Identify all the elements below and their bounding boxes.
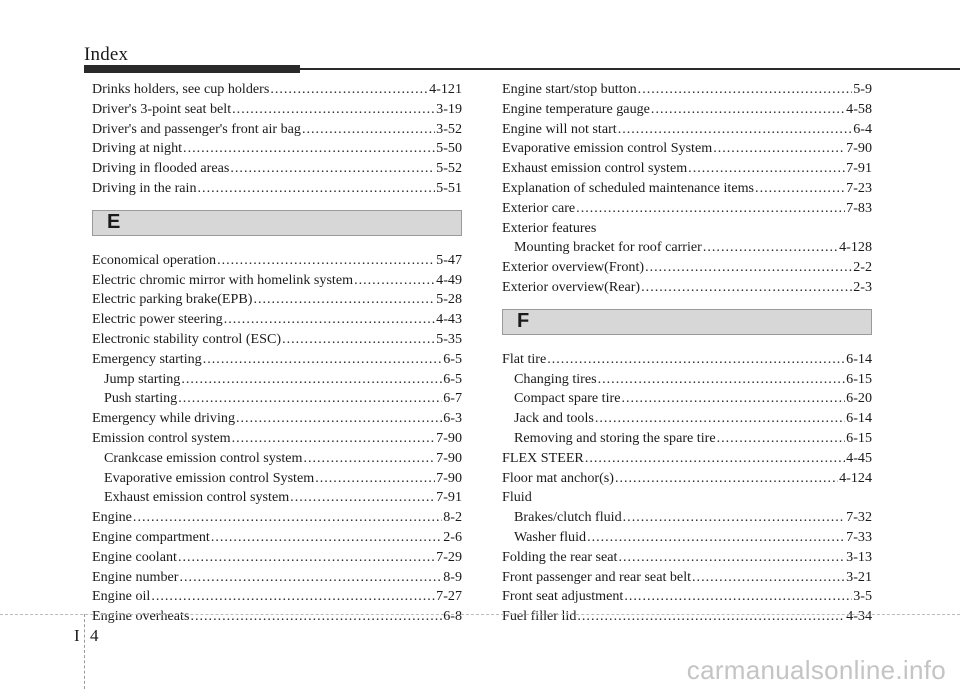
dot-leader [178, 548, 435, 568]
entry-term: Engine number [92, 568, 179, 585]
index-entry [502, 607, 872, 627]
dot-leader [133, 508, 442, 528]
index-entry [502, 139, 872, 159]
dot-leader [598, 370, 846, 390]
dot-leader [230, 159, 435, 179]
index-entry [92, 409, 462, 429]
entry-page-ref: 6-4 [853, 120, 872, 137]
index-entry [92, 310, 462, 330]
entry-page-ref: 6-14 [846, 410, 872, 427]
entry-term: Engine coolant [92, 548, 177, 565]
index-entry [92, 271, 462, 291]
entry-term: Emergency starting [92, 350, 202, 367]
index-entry [502, 219, 872, 239]
index-entry [502, 199, 872, 219]
entry-page-ref: 3-52 [436, 120, 462, 137]
index-entry [502, 100, 872, 120]
entry-page-ref: 8-9 [443, 568, 462, 585]
entry-term: Flat tire [502, 350, 547, 367]
entry-page-ref: 7-29 [436, 548, 462, 565]
index-entry [92, 80, 462, 100]
entry-term: Exhaust emission control system [502, 160, 688, 177]
entry-page-ref: 7-90 [436, 429, 462, 446]
footer-section: I [74, 626, 80, 645]
index-entry [92, 251, 462, 271]
index-entry [502, 488, 872, 508]
index-entry [502, 548, 872, 568]
entry-term: Push starting [104, 390, 178, 407]
dot-leader [232, 429, 436, 449]
entry-page-ref: 7-83 [846, 199, 872, 216]
index-entry [92, 350, 462, 370]
dot-leader [645, 258, 852, 278]
footer-divider [84, 614, 85, 689]
index-entry [502, 120, 872, 140]
dot-leader [618, 120, 853, 140]
dot-leader [585, 449, 845, 469]
entry-term: Economical operation [92, 251, 217, 268]
entry-term: Driver's and passenger's front air bag [92, 120, 301, 137]
dot-leader [638, 80, 853, 100]
entry-page-ref: 4-49 [436, 271, 462, 288]
entry-term: Engine oil [92, 588, 151, 605]
dot-leader [211, 528, 442, 548]
index-subentry [502, 429, 872, 449]
entry-term: Electric chromic mirror with homelink system [92, 271, 354, 288]
dot-leader [717, 429, 846, 449]
entry-term: Exterior features [502, 219, 597, 236]
index-subentry [502, 508, 872, 528]
entry-page-ref: 7-23 [846, 179, 872, 196]
entry-term: Compact spare tire [514, 390, 621, 407]
dot-leader [178, 389, 442, 409]
entry-page-ref: 4-124 [839, 469, 872, 486]
entry-page-ref: 7-32 [846, 509, 872, 526]
entry-page-ref: 2-3 [853, 278, 872, 295]
index-subentry [502, 528, 872, 548]
index-entry [502, 278, 872, 298]
index-subentry [92, 449, 462, 469]
dot-leader [151, 587, 435, 607]
entry-page-ref: 5-47 [436, 251, 462, 268]
dot-leader [576, 199, 845, 219]
entry-page-ref: 3-13 [846, 548, 872, 565]
entry-term: Crankcase emission control system [104, 449, 303, 466]
entry-page-ref: 7-90 [436, 469, 462, 486]
index-entry [92, 139, 462, 159]
entry-page-ref: 4-45 [846, 449, 872, 466]
index-subentry [502, 238, 872, 258]
dot-leader [224, 310, 435, 330]
index-entry [92, 179, 462, 199]
entry-page-ref: 6-20 [846, 390, 872, 407]
entry-list-bottom-right [502, 350, 872, 627]
entry-term: Drinks holders, see cup holders [92, 81, 270, 97]
entry-term: Front seat adjustment [502, 588, 624, 605]
index-entry [502, 179, 872, 199]
entry-term: Driving in the rain [92, 179, 197, 196]
index-subentry [92, 469, 462, 489]
dot-leader [577, 607, 845, 627]
entry-page-ref: 5-52 [436, 160, 462, 177]
entry-term: Engine start/stop button [502, 81, 637, 97]
index-entry [92, 548, 462, 568]
dot-leader [236, 409, 442, 429]
entry-page-ref: 6-15 [846, 370, 872, 387]
dot-leader [354, 271, 435, 291]
section-letter: F [517, 310, 530, 333]
entry-term: Explanation of scheduled maintenance items [502, 179, 755, 196]
dot-leader [270, 80, 428, 100]
entry-page-ref: 7-90 [846, 140, 872, 157]
entry-page-ref: 5-9 [853, 81, 872, 97]
entry-page-ref: 5-51 [436, 179, 462, 196]
entry-page-ref: 7-91 [436, 489, 462, 506]
entry-term: Emission control system [92, 429, 231, 446]
entry-term: Evaporative emission control System [502, 140, 713, 157]
entry-term: Driver's 3-point seat belt [92, 100, 232, 117]
dot-leader [651, 100, 845, 120]
index-entry [502, 350, 872, 370]
entry-term: Folding the rear seat [502, 548, 618, 565]
index-entry [92, 508, 462, 528]
dot-leader [624, 587, 852, 607]
entry-page-ref: 3-19 [436, 100, 462, 117]
entry-term: Mounting bracket for roof carrier [514, 239, 702, 256]
entry-page-ref: 5-50 [436, 140, 462, 157]
dot-leader [692, 568, 845, 588]
entry-term: Jack and tools [514, 410, 594, 427]
dot-leader [253, 290, 435, 310]
entry-page-ref: 6-3 [443, 410, 462, 427]
dot-leader [595, 409, 845, 429]
index-entry [92, 528, 462, 548]
entry-term: Exhaust emission control system [104, 489, 290, 506]
entry-term: Removing and storing the spare tire [514, 429, 716, 446]
entry-page-ref: 2-2 [853, 259, 872, 276]
entry-page-ref: 6-5 [443, 370, 462, 387]
entry-list-bottom-left [92, 251, 462, 627]
entry-term: Brakes/clutch fluid [514, 509, 622, 526]
dot-leader [190, 607, 442, 627]
dot-leader [198, 179, 436, 199]
dot-leader [303, 449, 435, 469]
entry-term: Evaporative emission control System [104, 469, 315, 486]
dot-leader [181, 370, 442, 390]
section-header-e [92, 210, 462, 236]
index-entry [92, 120, 462, 140]
dot-leader [282, 330, 435, 350]
index-entry [92, 429, 462, 449]
dot-leader [183, 139, 435, 159]
entry-term: Fluid [502, 489, 532, 506]
dot-leader [713, 139, 845, 159]
entry-page-ref: 7-90 [436, 449, 462, 466]
entry-page-ref: 3-5 [853, 588, 872, 605]
section-letter: E [107, 211, 121, 234]
entry-term: Emergency while driving [92, 410, 235, 427]
entry-term: Exterior care [502, 199, 576, 216]
entry-term: Floor mat anchor(s) [502, 469, 614, 486]
dot-leader [232, 100, 435, 120]
entry-term: Jump starting [104, 370, 181, 387]
dot-leader [688, 159, 845, 179]
entry-page-ref: 4-43 [436, 311, 462, 328]
entry-term: FLEX STEER [502, 449, 584, 466]
entry-term: Engine overheats [92, 608, 190, 625]
index-entry [502, 80, 872, 100]
entry-term: Electric power steering [92, 311, 223, 328]
entry-page-ref: 7-27 [436, 588, 462, 605]
dot-leader [587, 528, 845, 548]
index-entry [92, 607, 462, 627]
dot-leader [621, 389, 845, 409]
footer-rule [0, 614, 960, 615]
dot-leader [203, 350, 442, 370]
dot-leader [315, 469, 435, 489]
entry-page-ref: 5-28 [436, 291, 462, 308]
entry-term: Exterior overview(Front) [502, 259, 645, 276]
dot-leader [217, 251, 435, 271]
entry-list-top-right [502, 80, 872, 298]
entry-page-ref: 6-7 [443, 390, 462, 407]
entry-page-ref: 6-15 [846, 429, 872, 446]
index-subentry [502, 389, 872, 409]
entry-term: Engine temperature gauge [502, 100, 650, 117]
index-entry [92, 100, 462, 120]
entry-page-ref: 8-2 [443, 509, 462, 526]
entry-page-ref: 7-33 [846, 528, 872, 545]
entry-page-ref: 4-34 [846, 608, 872, 625]
dot-leader [641, 278, 852, 298]
entry-term: Engine will not start [502, 120, 617, 137]
entry-page-ref: 6-5 [443, 350, 462, 367]
entry-page-ref: 6-8 [443, 608, 462, 625]
index-column-left [92, 80, 462, 627]
entry-term: Changing tires [514, 370, 597, 387]
header-bar [84, 65, 300, 73]
entry-term: Engine compartment [92, 528, 210, 545]
dot-leader [547, 350, 845, 370]
dot-leader [180, 568, 443, 588]
section-header-f [502, 309, 872, 335]
page-title: Index [84, 44, 129, 65]
index-subentry [92, 389, 462, 409]
dot-leader [618, 548, 845, 568]
entry-page-ref: 3-21 [846, 568, 872, 585]
index-entry [92, 587, 462, 607]
dot-leader [290, 488, 435, 508]
dot-leader [615, 469, 838, 489]
entry-page-ref: 5-35 [436, 330, 462, 347]
index-column-right [502, 80, 872, 627]
dot-leader [703, 238, 838, 258]
index-entry [502, 568, 872, 588]
dot-leader [302, 120, 435, 140]
entry-term: Electric parking brake(EPB) [92, 291, 253, 308]
entry-page-ref: 4-121 [429, 81, 462, 97]
index-entry [502, 587, 872, 607]
entry-term: Driving at night [92, 140, 183, 157]
entry-term: Front passenger and rear seat belt [502, 568, 692, 585]
entry-term: Washer fluid [514, 528, 587, 545]
index-entry [92, 159, 462, 179]
entry-term: Engine [92, 509, 132, 526]
index-subentry [92, 370, 462, 390]
entry-term: Exterior overview(Rear) [502, 278, 641, 295]
entry-term: Electronic stability control (ESC) [92, 330, 282, 347]
index-entry [92, 568, 462, 588]
page-number: 4 [90, 626, 99, 645]
entry-page-ref: 6-14 [846, 350, 872, 367]
watermark: carmanualsonline.info [686, 655, 946, 685]
index-subentry [502, 370, 872, 390]
entry-term: Driving in flooded areas [92, 160, 230, 177]
entry-page-ref: 2-6 [443, 528, 462, 545]
index-entry [92, 290, 462, 310]
entry-page-ref: 4-58 [846, 100, 872, 117]
index-subentry [92, 488, 462, 508]
index-subentry [502, 409, 872, 429]
index-entry [502, 159, 872, 179]
entry-term: Fuel filler lid [502, 608, 577, 625]
entry-list-top-left [92, 80, 462, 199]
index-entry [502, 449, 872, 469]
entry-page-ref: 4-128 [839, 239, 872, 256]
entry-page-ref: 7-91 [846, 160, 872, 177]
index-entry [502, 469, 872, 489]
index-entry [92, 330, 462, 350]
dot-leader [623, 508, 846, 528]
index-entry [502, 258, 872, 278]
dot-leader [755, 179, 845, 199]
